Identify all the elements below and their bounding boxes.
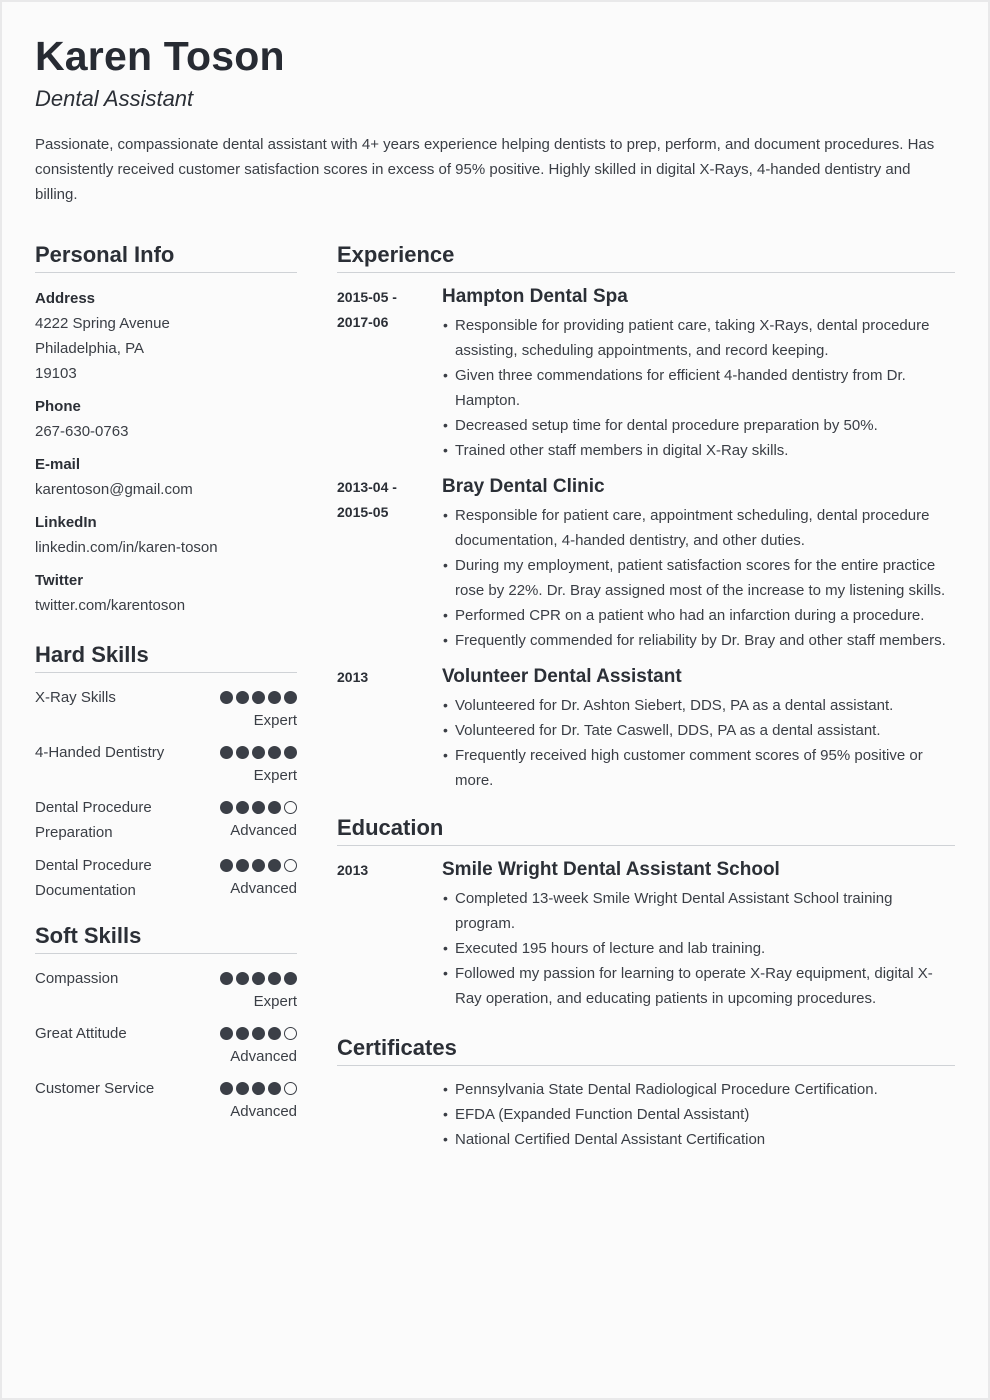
skill-name: Compassion — [35, 970, 119, 987]
empty-dot-icon — [284, 1027, 297, 1040]
summary: Passionate, compassionate dental assistant with 4+ years experience helping dentists to prep, perform, and document procedures. Has consistently received customer satisfaction scores in excess of 95% positive. Highly skilled in digital X-Rays, 4-handed dentistry and billing. — [35, 136, 935, 203]
linkedin-value: linkedin.com/in/karen-toson — [35, 539, 218, 556]
filled-dot-icon — [252, 1027, 265, 1040]
soft-skills-section — [35, 923, 297, 1123]
bullet-item: • Trained other staff members in digital X-Ray skills. — [442, 438, 955, 463]
skill-rating — [185, 685, 297, 732]
entry-bullets — [442, 503, 955, 653]
rating-dots — [185, 795, 297, 820]
entry-bullets — [442, 313, 955, 463]
skill-rating — [185, 740, 297, 787]
filled-dot-icon — [252, 691, 265, 704]
skill-item — [35, 685, 297, 732]
rating-dots — [185, 1076, 297, 1101]
skill-name: 4-Handed Dentistry — [35, 744, 165, 761]
skill-name: X-Ray Skills — [35, 689, 116, 706]
phone-value: 267-630-0763 — [35, 423, 129, 440]
entry-title: Volunteer Dental Assistant — [442, 666, 682, 687]
address-line: Philadelphia, PA — [35, 340, 144, 357]
entry-body — [442, 474, 955, 653]
skill-level: Advanced — [230, 1103, 297, 1120]
rating-dots — [185, 966, 297, 991]
skill-item — [35, 740, 297, 787]
skill-item — [35, 1021, 297, 1068]
filled-dot-icon — [220, 801, 233, 814]
entry-date-end: 2017-06 — [337, 314, 389, 330]
bullet-item: • Given three commendations for efficient 4-handed dentistry from Dr. Hampton. — [442, 363, 955, 413]
entry-body — [442, 857, 955, 1011]
bullet-item: • Decreased setup time for dental procedure preparation by 50%. — [442, 413, 955, 438]
bullet-item: • Performed CPR on a patient who had an infarction during a procedure. — [442, 603, 955, 628]
entry-date-start: 2013 — [337, 862, 369, 878]
hard-skills-title: Hard Skills — [35, 642, 297, 673]
candidate-role: Dental Assistant — [35, 86, 194, 111]
twitter-value: twitter.com/karentoson — [35, 597, 186, 614]
address-group — [35, 286, 297, 386]
certificates-title: Certificates — [337, 1035, 955, 1066]
filled-dot-icon — [252, 972, 265, 985]
email-label: E-mail — [35, 456, 81, 473]
skill-name: Dental Procedure Preparation — [35, 799, 152, 841]
filled-dot-icon — [284, 746, 297, 759]
bullet-item: • Completed 13-week Smile Wright Dental Assistant School training program. — [442, 886, 955, 936]
skill-rating — [185, 1021, 297, 1068]
education-section — [337, 815, 955, 1011]
experience-entry — [337, 474, 955, 653]
filled-dot-icon — [284, 691, 297, 704]
skill-item — [35, 853, 297, 903]
entry-date-end: 2015-05 — [337, 504, 389, 520]
email-group — [35, 452, 297, 502]
certificate-item: • EFDA (Expanded Function Dental Assistant) — [442, 1102, 955, 1127]
filled-dot-icon — [236, 691, 249, 704]
entry-date-start: 2015-05 - — [337, 289, 397, 305]
linkedin-group — [35, 510, 297, 560]
phone-label: Phone — [35, 398, 81, 415]
bullet-item: • During my employment, patient satisfaction scores for the entire practice rose by 22%. Dr. Bray assigned most of the increase to my listening skills. — [442, 553, 955, 603]
bullet-item: • Volunteered for Dr. Tate Caswell, DDS, PA as a dental assistant. — [442, 718, 955, 743]
filled-dot-icon — [236, 1082, 249, 1095]
address-line: 4222 Spring Avenue — [35, 315, 170, 332]
entry-date — [337, 664, 442, 793]
address-label: Address — [35, 290, 96, 307]
filled-dot-icon — [220, 746, 233, 759]
filled-dot-icon — [252, 859, 265, 872]
rating-dots — [185, 685, 297, 710]
filled-dot-icon — [268, 801, 281, 814]
filled-dot-icon — [236, 801, 249, 814]
skill-level: Advanced — [230, 822, 297, 839]
filled-dot-icon — [220, 859, 233, 872]
filled-dot-icon — [236, 1027, 249, 1040]
personal-info — [35, 286, 297, 618]
skill-name: Great Attitude — [35, 1025, 127, 1042]
skill-rating — [185, 853, 297, 903]
empty-dot-icon — [284, 859, 297, 872]
entry-body — [442, 284, 955, 463]
filled-dot-icon — [252, 746, 265, 759]
bullet-item: • Volunteered for Dr. Ashton Siebert, DDS, PA as a dental assistant. — [442, 693, 955, 718]
experience-list — [337, 284, 955, 793]
entry-title: Smile Wright Dental Assistant School — [442, 859, 780, 880]
bullet-item: • Followed my passion for learning to operate X-Ray equipment, digital X-Ray operation, and educating patients in upcoming procedures. — [442, 961, 955, 1011]
personal-info-title: Personal Info — [35, 242, 297, 273]
filled-dot-icon — [236, 972, 249, 985]
entry-title: Hampton Dental Spa — [442, 286, 628, 307]
education-list — [337, 857, 955, 1011]
filled-dot-icon — [284, 972, 297, 985]
skill-level: Expert — [253, 712, 297, 729]
filled-dot-icon — [268, 1027, 281, 1040]
soft-skills-title: Soft Skills — [35, 923, 297, 954]
skill-rating — [185, 795, 297, 845]
address-line: 19103 — [35, 365, 77, 382]
right-column — [337, 242, 955, 1152]
filled-dot-icon — [236, 746, 249, 759]
entry-body — [442, 664, 955, 793]
linkedin-label: LinkedIn — [35, 514, 97, 531]
experience-title: Experience — [337, 242, 955, 273]
phone-group — [35, 394, 297, 444]
filled-dot-icon — [220, 972, 233, 985]
skill-level: Advanced — [230, 1048, 297, 1065]
skill-rating — [185, 966, 297, 1013]
certificates-list — [442, 1077, 955, 1152]
entry-date — [337, 857, 442, 1011]
empty-dot-icon — [284, 801, 297, 814]
bullet-item: • Responsible for patient care, appointment scheduling, dental procedure documentation, 4-handed dentistry, and other duties. — [442, 503, 955, 553]
hard-skills-list — [35, 685, 297, 903]
filled-dot-icon — [220, 1082, 233, 1095]
skill-name: Customer Service — [35, 1080, 155, 1097]
filled-dot-icon — [268, 691, 281, 704]
experience-entry — [337, 284, 955, 463]
skill-item — [35, 795, 297, 845]
rating-dots — [185, 853, 297, 878]
bullet-item: • Responsible for providing patient care, taking X-Rays, dental procedure assisting, scheduling appointments, and record keeping. — [442, 313, 955, 363]
skill-rating — [185, 1076, 297, 1123]
filled-dot-icon — [268, 1082, 281, 1095]
education-title: Education — [337, 815, 955, 846]
filled-dot-icon — [252, 1082, 265, 1095]
filled-dot-icon — [220, 1027, 233, 1040]
resume-page — [2, 2, 988, 1398]
filled-dot-icon — [220, 691, 233, 704]
hard-skills-section — [35, 642, 297, 903]
twitter-label: Twitter — [35, 572, 84, 589]
soft-skills-list — [35, 966, 297, 1123]
skill-item — [35, 1076, 297, 1123]
rating-dots — [185, 1021, 297, 1046]
bullet-item: • Frequently commended for reliability by Dr. Bray and other staff members. — [442, 628, 955, 653]
entry-bullets — [442, 693, 955, 793]
skill-level: Advanced — [230, 880, 297, 897]
certificate-item: • Pennsylvania State Dental Radiological Procedure Certification. — [442, 1077, 955, 1102]
filled-dot-icon — [236, 859, 249, 872]
left-column — [35, 242, 297, 1123]
twitter-group — [35, 568, 297, 618]
entry-date-start: 2013-04 - — [337, 479, 397, 495]
entry-date — [337, 474, 442, 653]
skill-level: Expert — [253, 767, 297, 784]
certificates-section — [337, 1035, 955, 1152]
filled-dot-icon — [268, 972, 281, 985]
experience-entry — [337, 664, 955, 793]
skill-level: Expert — [253, 993, 297, 1010]
entry-bullets — [442, 886, 955, 1011]
entry-title: Bray Dental Clinic — [442, 476, 605, 497]
filled-dot-icon — [268, 746, 281, 759]
skill-name: Dental Procedure Documentation — [35, 857, 152, 899]
certificate-item: • National Certified Dental Assistant Certification — [442, 1127, 955, 1152]
filled-dot-icon — [268, 859, 281, 872]
filled-dot-icon — [252, 801, 265, 814]
candidate-name: Karen Toson — [35, 33, 285, 79]
rating-dots — [185, 740, 297, 765]
bullet-item: • Frequently received high customer comment scores of 95% positive or more. — [442, 743, 955, 793]
skill-item — [35, 966, 297, 1013]
bullet-item: • Executed 195 hours of lecture and lab training. — [442, 936, 955, 961]
entry-date — [337, 284, 442, 463]
education-entry — [337, 857, 955, 1011]
empty-dot-icon — [284, 1082, 297, 1095]
entry-date-start: 2013 — [337, 669, 369, 685]
email-value: karentoson@gmail.com — [35, 481, 193, 498]
